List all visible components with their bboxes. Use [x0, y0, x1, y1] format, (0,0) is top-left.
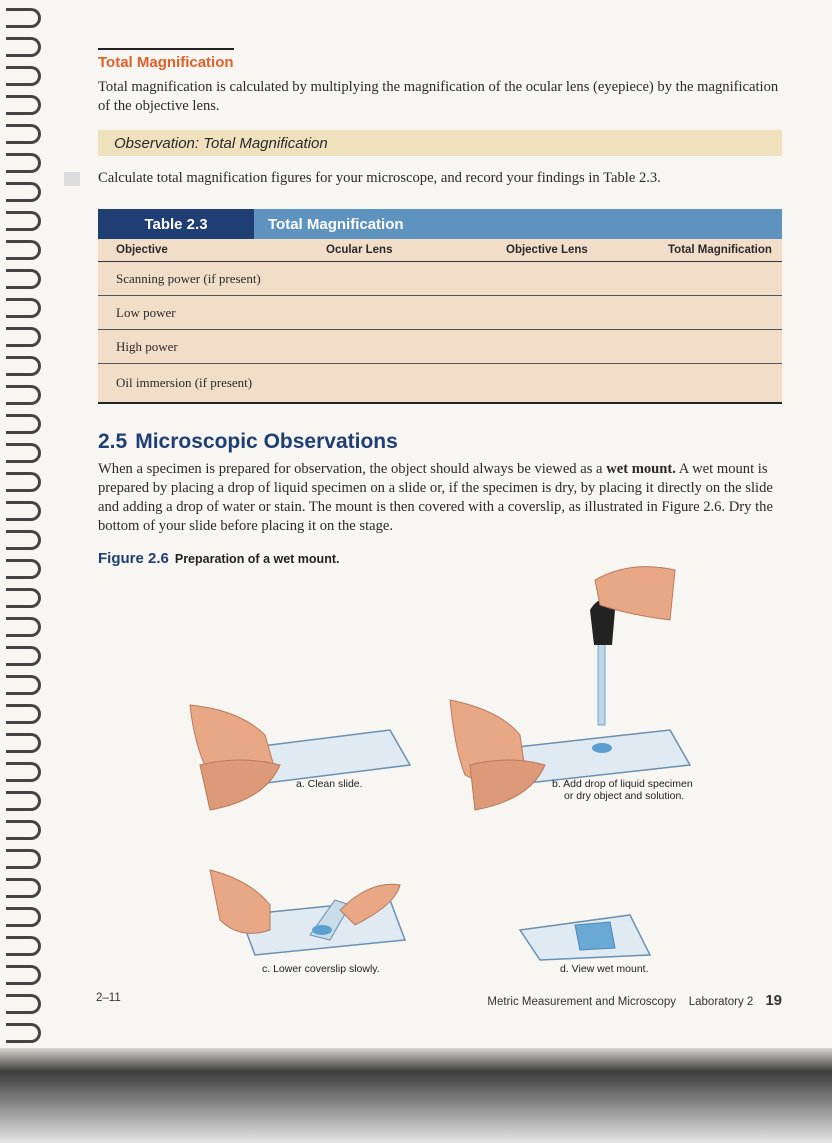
step-d-illustration [520, 915, 650, 960]
section-heading-title: Microscopic Observations [135, 430, 398, 453]
step-b-label-cont: or dry object and solution. [564, 790, 685, 802]
spiral-loop [6, 8, 41, 28]
spiral-loop [6, 414, 41, 434]
spiral-loop [6, 124, 41, 144]
spiral-loop [6, 849, 41, 869]
spiral-loop [6, 327, 41, 347]
spiral-loop [6, 994, 41, 1014]
spiral-loop [6, 240, 41, 260]
spiral-loop [6, 936, 41, 956]
spiral-binding [0, 0, 44, 1060]
table-title: Total Magnification [268, 215, 404, 233]
spiral-loop [6, 820, 41, 840]
spiral-loop [6, 559, 41, 579]
spiral-loop [6, 646, 41, 666]
spiral-loop [6, 588, 41, 608]
observation-band [98, 130, 782, 156]
observation-text-block [98, 170, 782, 187]
figure-label: Figure 2.6 [98, 550, 169, 567]
page-bottom-edge [0, 1048, 832, 1143]
spiral-loop [6, 878, 41, 898]
step-a-illustration [190, 705, 410, 810]
table-row [98, 262, 782, 296]
row-label: High power [116, 338, 178, 354]
footer-left: 2–11 [96, 992, 121, 1004]
spiral-loop [6, 95, 41, 115]
paragraph-bold: wet mount. [606, 461, 676, 477]
spiral-loop [6, 501, 41, 521]
spiral-loop [6, 269, 41, 289]
spiral-loop [6, 762, 41, 782]
paragraph-text: A wet mount is prepared by placing a drop of liquid specimen on a slide or, if the specimen is dry, by placing it directly on the slide and adding a drop of water or stain. The mount is then covered with a coverslip, as illustrated in Figure 2.6. Dry the bottom of your slide before placing it on the stage. [98, 461, 773, 534]
spiral-loop [6, 733, 41, 753]
row-label: Oil immersion (if present) [116, 375, 253, 390]
wet-mount-figure [170, 560, 730, 980]
row-label: Scanning power (if present) [116, 270, 261, 286]
table-row [98, 364, 782, 402]
spiral-loop [6, 675, 41, 695]
spiral-loop [6, 530, 41, 550]
row-label: Low power [116, 304, 176, 320]
page-content [98, 48, 782, 567]
spiral-loop [6, 211, 41, 231]
spiral-loop [6, 1023, 41, 1043]
paragraph-text: When a specimen is prepared for observation, the object should always be viewed as a [98, 461, 607, 477]
figure-caption-text: Preparation of a wet mount. [174, 552, 340, 566]
footer-right [487, 992, 782, 1009]
column-header: Ocular Lens [326, 244, 393, 256]
page-number: 19 [765, 992, 782, 1009]
step-a-label: a. Clean slide. [296, 778, 363, 790]
table-body [98, 239, 782, 402]
spiral-loop [6, 965, 41, 985]
step-d-label: d. View wet mount. [560, 963, 649, 975]
column-header: Objective [116, 244, 168, 256]
spiral-loop [6, 182, 41, 202]
table-columns [98, 239, 782, 262]
observation-text: Calculate total magnification figures for your microscope, and record your findings in Table 2.3. [98, 170, 661, 186]
spiral-loop [6, 298, 41, 318]
step-c-label: c. Lower coverslip slowly. [262, 963, 380, 975]
wet-mount-paragraph [98, 460, 782, 536]
spiral-loop [6, 37, 41, 57]
spiral-loop [6, 907, 41, 927]
table-row [98, 296, 782, 330]
table-header [98, 209, 782, 239]
figure-illustration [170, 560, 730, 980]
spiral-loop [6, 153, 41, 173]
section-number: 2.5 [98, 430, 128, 453]
column-header: Objective Lens [506, 244, 588, 256]
spiral-loop [6, 791, 41, 811]
section-heading [98, 430, 782, 454]
spiral-loop [6, 472, 41, 492]
spiral-loop [6, 356, 41, 376]
spiral-loop [6, 66, 41, 86]
spiral-loop [6, 443, 41, 463]
spiral-loop [6, 704, 41, 724]
table-row [98, 330, 782, 364]
step-b-illustration [450, 567, 690, 810]
observation-marker [64, 172, 80, 186]
section-title: Total Magnification [98, 48, 234, 71]
column-header: Total Magnification [668, 244, 772, 256]
magnification-table [98, 209, 782, 404]
footer-title: Metric Measurement and Microscopy Laboratory 2 [487, 996, 754, 1008]
section-body: Total magnification is calculated by multiplying the magnification of the ocular lens (eyepiece) by the magnification of the objective lens. [98, 79, 779, 114]
step-b-label: b. Add drop of liquid specimen [552, 778, 693, 790]
step-c-illustration [210, 870, 405, 955]
spiral-loop [6, 385, 41, 405]
spiral-loop [6, 617, 41, 637]
table-label: Table 2.3 [98, 209, 254, 239]
observation-title: Observation: Total Magnification [114, 134, 328, 152]
